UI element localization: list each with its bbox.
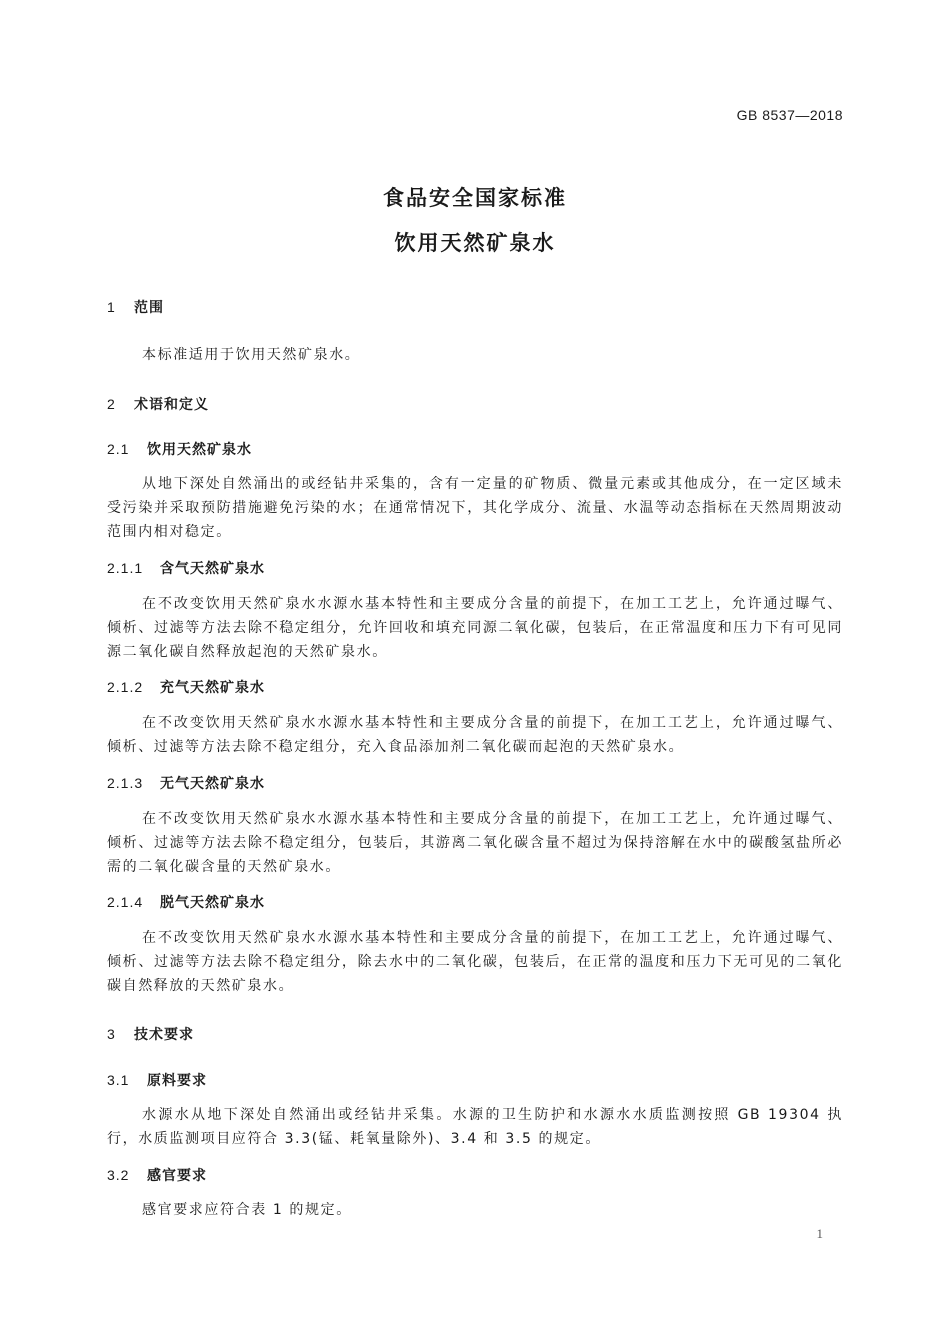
- standard-code: GB 8537—2018: [736, 107, 843, 123]
- section-number: 3.1: [107, 1072, 130, 1088]
- section-title: 范围: [134, 300, 164, 316]
- section-number: 2.1.3: [107, 775, 144, 791]
- document-title: 食品安全国家标准: [383, 186, 567, 210]
- section-body-2-1-4: 在不改变饮用天然矿泉水水源水基本特性和主要成分含量的前提下，在加工工艺上，允许通过曝气、倾析、过滤等方法去除不稳定组分，除去水中的二氧化碳，包装后，在正常的温度和压力下无可见的二氧化碳自然释放的天然矿泉水。: [107, 930, 843, 994]
- section-title: 技术要求: [134, 1027, 194, 1043]
- section-number: 2: [107, 396, 116, 412]
- section-heading-2-1-2: [107, 677, 265, 697]
- section-heading-2-1-3: [107, 773, 265, 793]
- document-subtitle: 饮用天然矿泉水: [394, 231, 556, 255]
- section-title: 脱气天然矿泉水: [160, 895, 265, 911]
- section-number: 2.1.1: [107, 560, 144, 576]
- section-title: 术语和定义: [134, 397, 209, 413]
- section-title: 饮用天然矿泉水: [147, 442, 252, 458]
- section-title: 充气天然矿泉水: [160, 680, 265, 696]
- section-body-2-1: 从地下深处自然涌出的或经钻井采集的，含有一定量的矿物质、微量元素或其他成分，在一定区域未受污染并采取预防措施避免污染的水；在通常情况下，其化学成分、流量、水温等动态指标在天然周期波动范围内相对稳定。: [107, 476, 843, 540]
- section-number: 2.1: [107, 441, 130, 457]
- section-heading-1: [107, 297, 164, 317]
- section-heading-3: [107, 1024, 194, 1044]
- section-body-2-1-2: 在不改变饮用天然矿泉水水源水基本特性和主要成分含量的前提下，在加工工艺上，允许通过曝气、倾析、过滤等方法去除不稳定组分，充入食品添加剂二氧化碳而起泡的天然矿泉水。: [107, 715, 843, 755]
- section-heading-2-1-1: [107, 558, 265, 578]
- section-title: 感官要求: [147, 1168, 207, 1184]
- section-number: 1: [107, 299, 116, 315]
- section-title: 原料要求: [147, 1073, 207, 1089]
- section-heading-2-1: [107, 439, 252, 459]
- page-number: 1: [816, 1226, 823, 1241]
- section-number: 3: [107, 1026, 116, 1042]
- section-body-2-1-1: 在不改变饮用天然矿泉水水源水基本特性和主要成分含量的前提下，在加工工艺上，允许通过曝气、倾析、过滤等方法去除不稳定组分，允许回收和填充同源二氧化碳，包装后，在正常温度和压力下有可见同源二氧化碳自然释放起泡的天然矿泉水。: [107, 596, 843, 660]
- section-title: 无气天然矿泉水: [160, 776, 265, 792]
- section-body-3-2: 感官要求应符合表 1 的规定。: [142, 1202, 352, 1218]
- section-heading-3-1: [107, 1070, 207, 1090]
- section-heading-3-2: [107, 1165, 207, 1185]
- section-heading-2: [107, 394, 209, 414]
- section-body-3-1: 水源水从地下深处自然涌出或经钻井采集。水源的卫生防护和水源水水质监测按照 GB 19304 执行，水质监测项目应符合 3.3(锰、耗氧量除外)、3.4 和 3.5 的规定。: [107, 1107, 843, 1147]
- section-number: 2.1.4: [107, 894, 144, 910]
- section-title: 含气天然矿泉水: [160, 561, 265, 577]
- section-body-2-1-3: 在不改变饮用天然矿泉水水源水基本特性和主要成分含量的前提下，在加工工艺上，允许通过曝气、倾析、过滤等方法去除不稳定组分，包装后，其游离二氧化碳含量不超过为保持溶解在水中的碳酸氢盐所必需的二氧化碳含量的天然矿泉水。: [107, 811, 843, 875]
- section-body-1: 本标准适用于饮用天然矿泉水。: [142, 347, 361, 363]
- section-heading-2-1-4: [107, 892, 265, 912]
- section-number: 3.2: [107, 1167, 130, 1183]
- section-number: 2.1.2: [107, 679, 144, 695]
